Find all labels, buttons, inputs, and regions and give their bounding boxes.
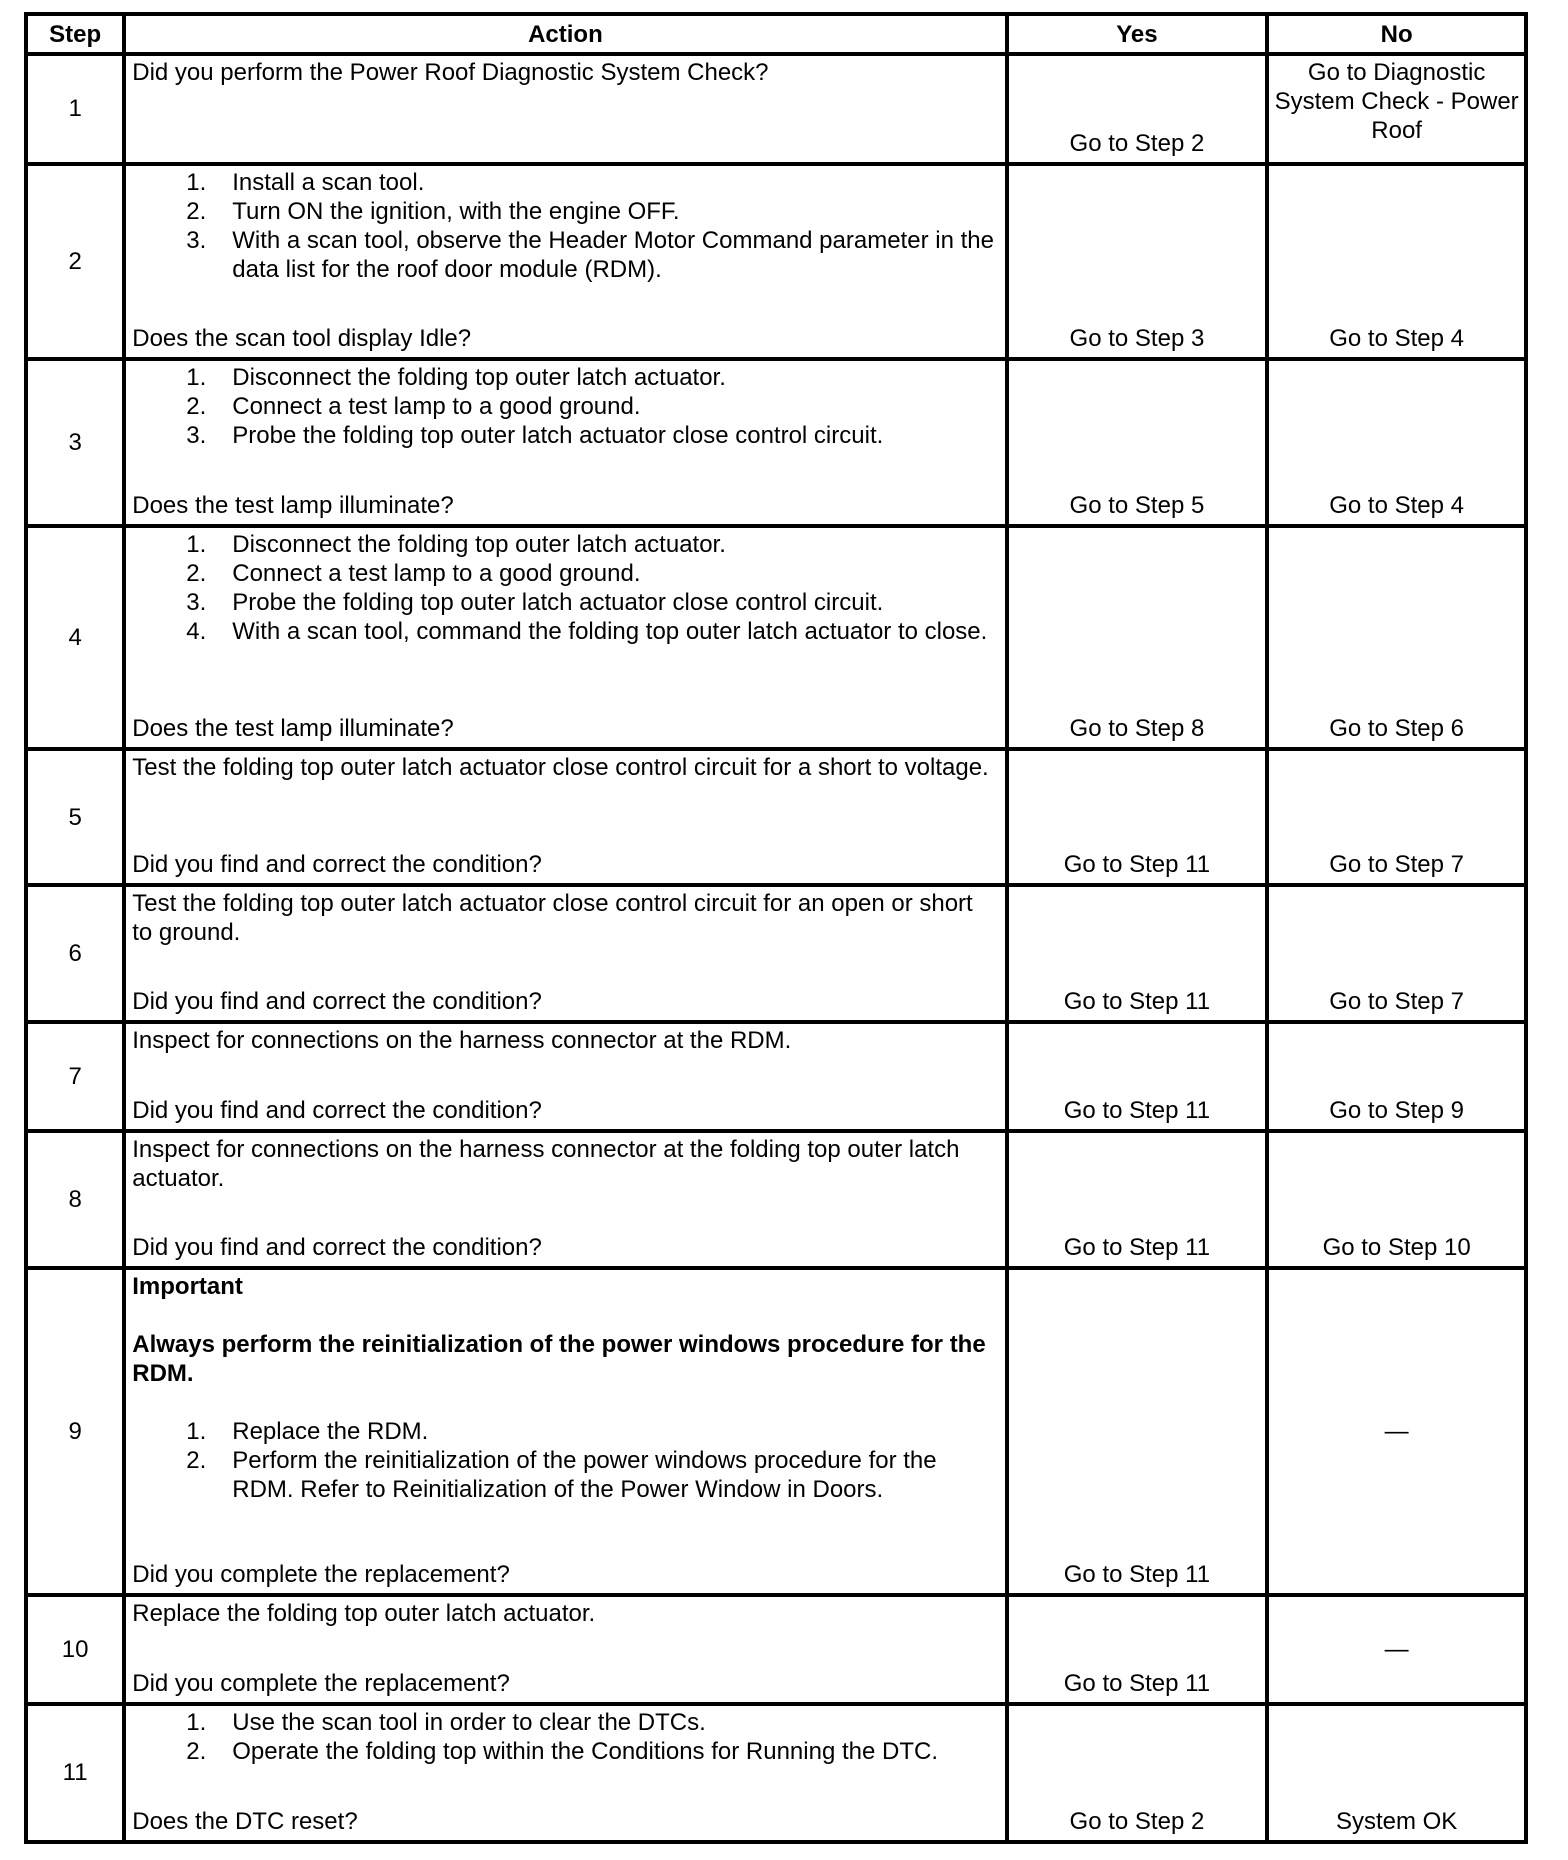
- action-question: Did you find and correct the condition?: [132, 851, 542, 879]
- action-cell: [124, 526, 1006, 749]
- list-item: 1. Disconnect the folding top outer latch actuator.: [186, 364, 726, 392]
- no-link[interactable]: Go to Step 7: [1267, 749, 1526, 886]
- instruction-list: [132, 363, 996, 450]
- instruction-list: [132, 1417, 996, 1504]
- yes-link[interactable]: Go to Step 3: [1007, 164, 1268, 360]
- action-description: Inspect for connections on the harness connector at the folding top outer latch actuator.: [132, 1135, 960, 1192]
- action-description: Replace the folding top outer latch actuator.: [132, 1600, 596, 1628]
- list-item: 1. Replace the RDM.: [186, 1417, 429, 1445]
- instruction-list: [132, 530, 996, 646]
- list-item: 2. Connect a test lamp to a good ground.: [186, 393, 641, 421]
- header-action: Action: [124, 14, 1006, 54]
- step-number: 1: [26, 54, 124, 164]
- action-cell: [124, 1268, 1006, 1596]
- yes-link[interactable]: Go to Step 11: [1007, 885, 1268, 1022]
- step-number: 9: [26, 1268, 124, 1596]
- action-cell: [124, 1704, 1006, 1842]
- table-row: [26, 1268, 1526, 1596]
- instruction-list: [132, 168, 996, 284]
- instruction-list: [132, 1708, 996, 1766]
- table-row: [26, 1704, 1526, 1842]
- no-dash: —: [1267, 1595, 1526, 1704]
- action-cell: [124, 749, 1006, 886]
- header-no: No: [1267, 14, 1526, 54]
- no-link[interactable]: Go to Diagnostic System Check - Power Roof: [1267, 54, 1526, 164]
- action-cell: [124, 885, 1006, 1022]
- important-title: Important: [132, 1272, 243, 1300]
- action-description: Test the folding top outer latch actuator close control circuit for a short to voltage.: [132, 753, 989, 781]
- yes-link[interactable]: Go to Step 11: [1007, 1595, 1268, 1704]
- action-question: Did you find and correct the condition?: [132, 988, 542, 1016]
- list-item: 1. Use the scan tool in order to clear the DTCs.: [186, 1708, 706, 1736]
- action-question: Did you find and correct the condition?: [132, 1096, 542, 1124]
- no-link[interactable]: Go to Step 4: [1267, 359, 1526, 525]
- table-row: [26, 1022, 1526, 1131]
- action-cell: [124, 359, 1006, 525]
- table-row: [26, 359, 1526, 525]
- action-question: Did you find and correct the condition?: [132, 1233, 542, 1261]
- action-question: Does the DTC reset?: [132, 1808, 358, 1835]
- step-number: 6: [26, 885, 124, 1022]
- header-yes: Yes: [1007, 14, 1268, 54]
- table-row: [26, 526, 1526, 749]
- yes-link[interactable]: Go to Step 8: [1007, 526, 1268, 749]
- yes-link[interactable]: Go to Step 2: [1007, 1704, 1268, 1842]
- yes-link[interactable]: Go to Step 11: [1007, 1131, 1268, 1268]
- action-question: Does the scan tool display Idle?: [132, 325, 472, 353]
- step-number: 8: [26, 1131, 124, 1268]
- action-question: Did you complete the replacement?: [132, 1669, 510, 1697]
- yes-link[interactable]: Go to Step 11: [1007, 749, 1268, 886]
- header-row: [26, 14, 1526, 54]
- no-link[interactable]: Go to Step 10: [1267, 1131, 1526, 1268]
- yes-link[interactable]: Go to Step 2: [1007, 54, 1268, 164]
- no-dash: —: [1267, 1268, 1526, 1596]
- table-row: [26, 749, 1526, 886]
- diagnostic-table: [24, 12, 1528, 1844]
- list-item: 3. Probe the folding top outer latch actuator close control circuit.: [186, 422, 884, 450]
- list-item: 2. Connect a test lamp to a good ground.: [186, 559, 641, 587]
- action-cell: [124, 54, 1006, 164]
- list-item: 2. Perform the reinitialization of the power windows procedure for the RDM. Refer to Reinitialization of the Power Window in Doors.: [186, 1446, 937, 1503]
- action-description: Did you perform the Power Roof Diagnostic System Check?: [132, 59, 769, 86]
- no-link[interactable]: Go to Step 4: [1267, 164, 1526, 360]
- step-number: 7: [26, 1022, 124, 1131]
- table-row: [26, 1595, 1526, 1704]
- no-link[interactable]: Go to Step 9: [1267, 1022, 1526, 1131]
- list-item: 3. Probe the folding top outer latch actuator close control circuit.: [186, 588, 884, 616]
- action-cell: [124, 1595, 1006, 1704]
- step-number: 5: [26, 749, 124, 886]
- action-cell: [124, 164, 1006, 360]
- step-number: 4: [26, 526, 124, 749]
- action-question: Does the test lamp illuminate?: [132, 714, 454, 742]
- list-item: 1. Disconnect the folding top outer latch actuator.: [186, 530, 726, 558]
- list-item: 4. With a scan tool, command the folding top outer latch actuator to close.: [186, 617, 988, 645]
- yes-link[interactable]: Go to Step 11: [1007, 1022, 1268, 1131]
- table-row: [26, 164, 1526, 360]
- action-question: Did you complete the replacement?: [132, 1561, 510, 1589]
- action-cell: [124, 1131, 1006, 1268]
- action-description: Test the folding top outer latch actuator close control circuit for an open or short to ground.: [132, 890, 973, 947]
- list-item: 2. Operate the folding top within the Conditions for Running the DTC.: [186, 1737, 938, 1765]
- action-cell: [124, 1022, 1006, 1131]
- action-question: Does the test lamp illuminate?: [132, 491, 454, 519]
- list-item: 3. With a scan tool, observe the Header Motor Command parameter in the data list for the roof door module (RDM).: [186, 226, 994, 283]
- table-row: [26, 54, 1526, 164]
- table-row: [26, 1131, 1526, 1268]
- action-description: Inspect for connections on the harness connector at the RDM.: [132, 1027, 792, 1055]
- no-result: System OK: [1267, 1704, 1526, 1842]
- list-item: 2. Turn ON the ignition, with the engine OFF.: [186, 197, 680, 225]
- important-text: Always perform the reinitialization of the power windows procedure for the RDM.: [132, 1330, 986, 1387]
- yes-link[interactable]: Go to Step 5: [1007, 359, 1268, 525]
- list-item: 1. Install a scan tool.: [186, 168, 425, 196]
- no-link[interactable]: Go to Step 6: [1267, 526, 1526, 749]
- step-number: 10: [26, 1595, 124, 1704]
- table-row: [26, 885, 1526, 1022]
- step-number: 11: [26, 1704, 124, 1842]
- step-number: 3: [26, 359, 124, 525]
- step-number: 2: [26, 164, 124, 360]
- no-link[interactable]: Go to Step 7: [1267, 885, 1526, 1022]
- header-step: Step: [26, 14, 124, 54]
- yes-link[interactable]: Go to Step 11: [1007, 1268, 1268, 1596]
